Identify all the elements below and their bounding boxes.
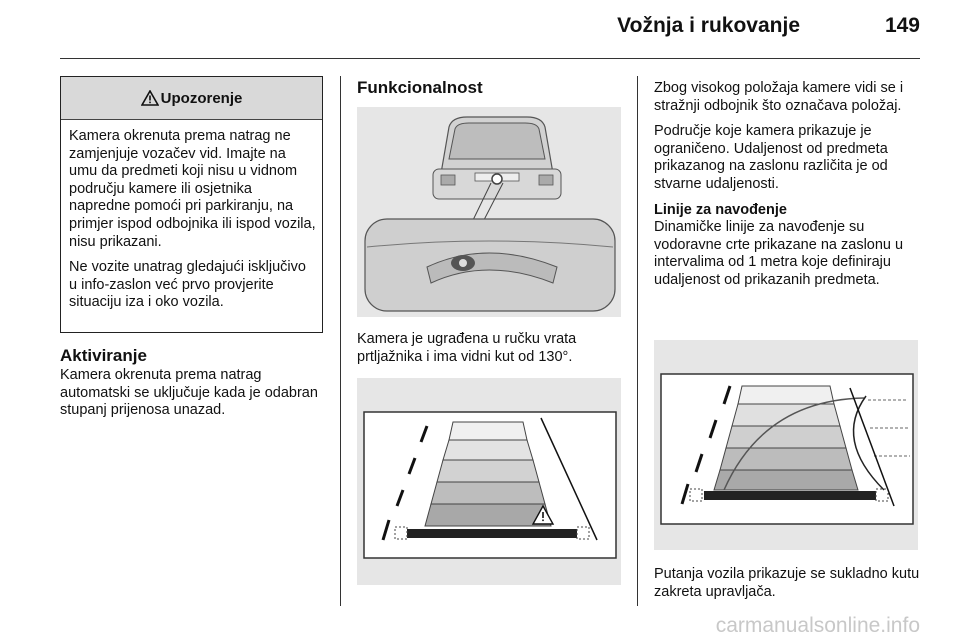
warning-header: [61, 77, 322, 120]
column-divider-1: [340, 76, 341, 606]
camera-location-figure: [357, 107, 621, 317]
warning-paragraph: Ne vozite unatrag gledajući isključivo u info-zaslon već prvo provjerite situaciju iza i oko vozila.: [69, 259, 306, 311]
rear-view-display-figure: [357, 378, 621, 585]
header-divider: [60, 58, 920, 59]
rear-view-display-illustration: [357, 378, 621, 585]
functionality-section: [357, 331, 627, 374]
functionality-title: Funkcionalnost: [357, 78, 483, 97]
warning-body: [61, 120, 322, 312]
column-divider-2: [637, 76, 638, 606]
camera-location-illustration: [357, 107, 621, 317]
warning-triangle-icon: [141, 90, 159, 106]
warning-paragraph: Kamera okrenuta prema natrag ne zamjenjuje vozačev vid. Imajte na umu da predmeti koji nisu u vidnom području kamere ili osjetnika napredne pomoći pri parkiranju, na primjer ispod odbojnika ili ispod vozila, nisu prikazani.: [69, 128, 316, 250]
activation-section: [60, 346, 325, 428]
functionality-caption: Kamera je ugrađena u ručku vrata prtljažnika i ima vidni kut od 130°.: [357, 331, 577, 365]
activation-title: Aktiviranje: [60, 346, 147, 365]
camera-position-text: Zbog visokog položaja kamere vidi se i stražnji odbojnik što označava položaj.: [654, 80, 904, 114]
chapter-title: Vožnja i rukovanje: [617, 14, 800, 37]
guide-lines-title: Linije za navođenje: [654, 201, 787, 218]
trajectory-display-figure: [654, 340, 918, 550]
warning-box: [60, 76, 323, 333]
trajectory-display-illustration: [654, 340, 918, 550]
trajectory-section: [654, 566, 926, 609]
camera-range-text: Područje koje kamera prikazuje je ograničeno. Udaljenost od predmeta prikazanog na zaslonu različita je od stvarne udaljenosti.: [654, 123, 888, 192]
guide-lines-text: Dinamičke linije za navođenje su vodoravne crte prikazane na zaslonu u intervalima od 1 metra koje definiraju udaljenost od prikazanih predmeta.: [654, 219, 904, 288]
watermark: carmanualsonline.info: [715, 614, 920, 637]
trajectory-text: Putanja vozila prikazuje se sukladno kutu zakreta upravljača.: [654, 566, 920, 600]
functionality-heading: [357, 78, 622, 99]
page-number: 149: [884, 14, 920, 37]
right-column-text: [654, 80, 926, 298]
warning-title: Upozorenje: [160, 89, 243, 107]
activation-text: Kamera okrenuta prema natrag automatski se uključuje kada je odabran stupanj prijenosa unazad.: [60, 367, 318, 419]
